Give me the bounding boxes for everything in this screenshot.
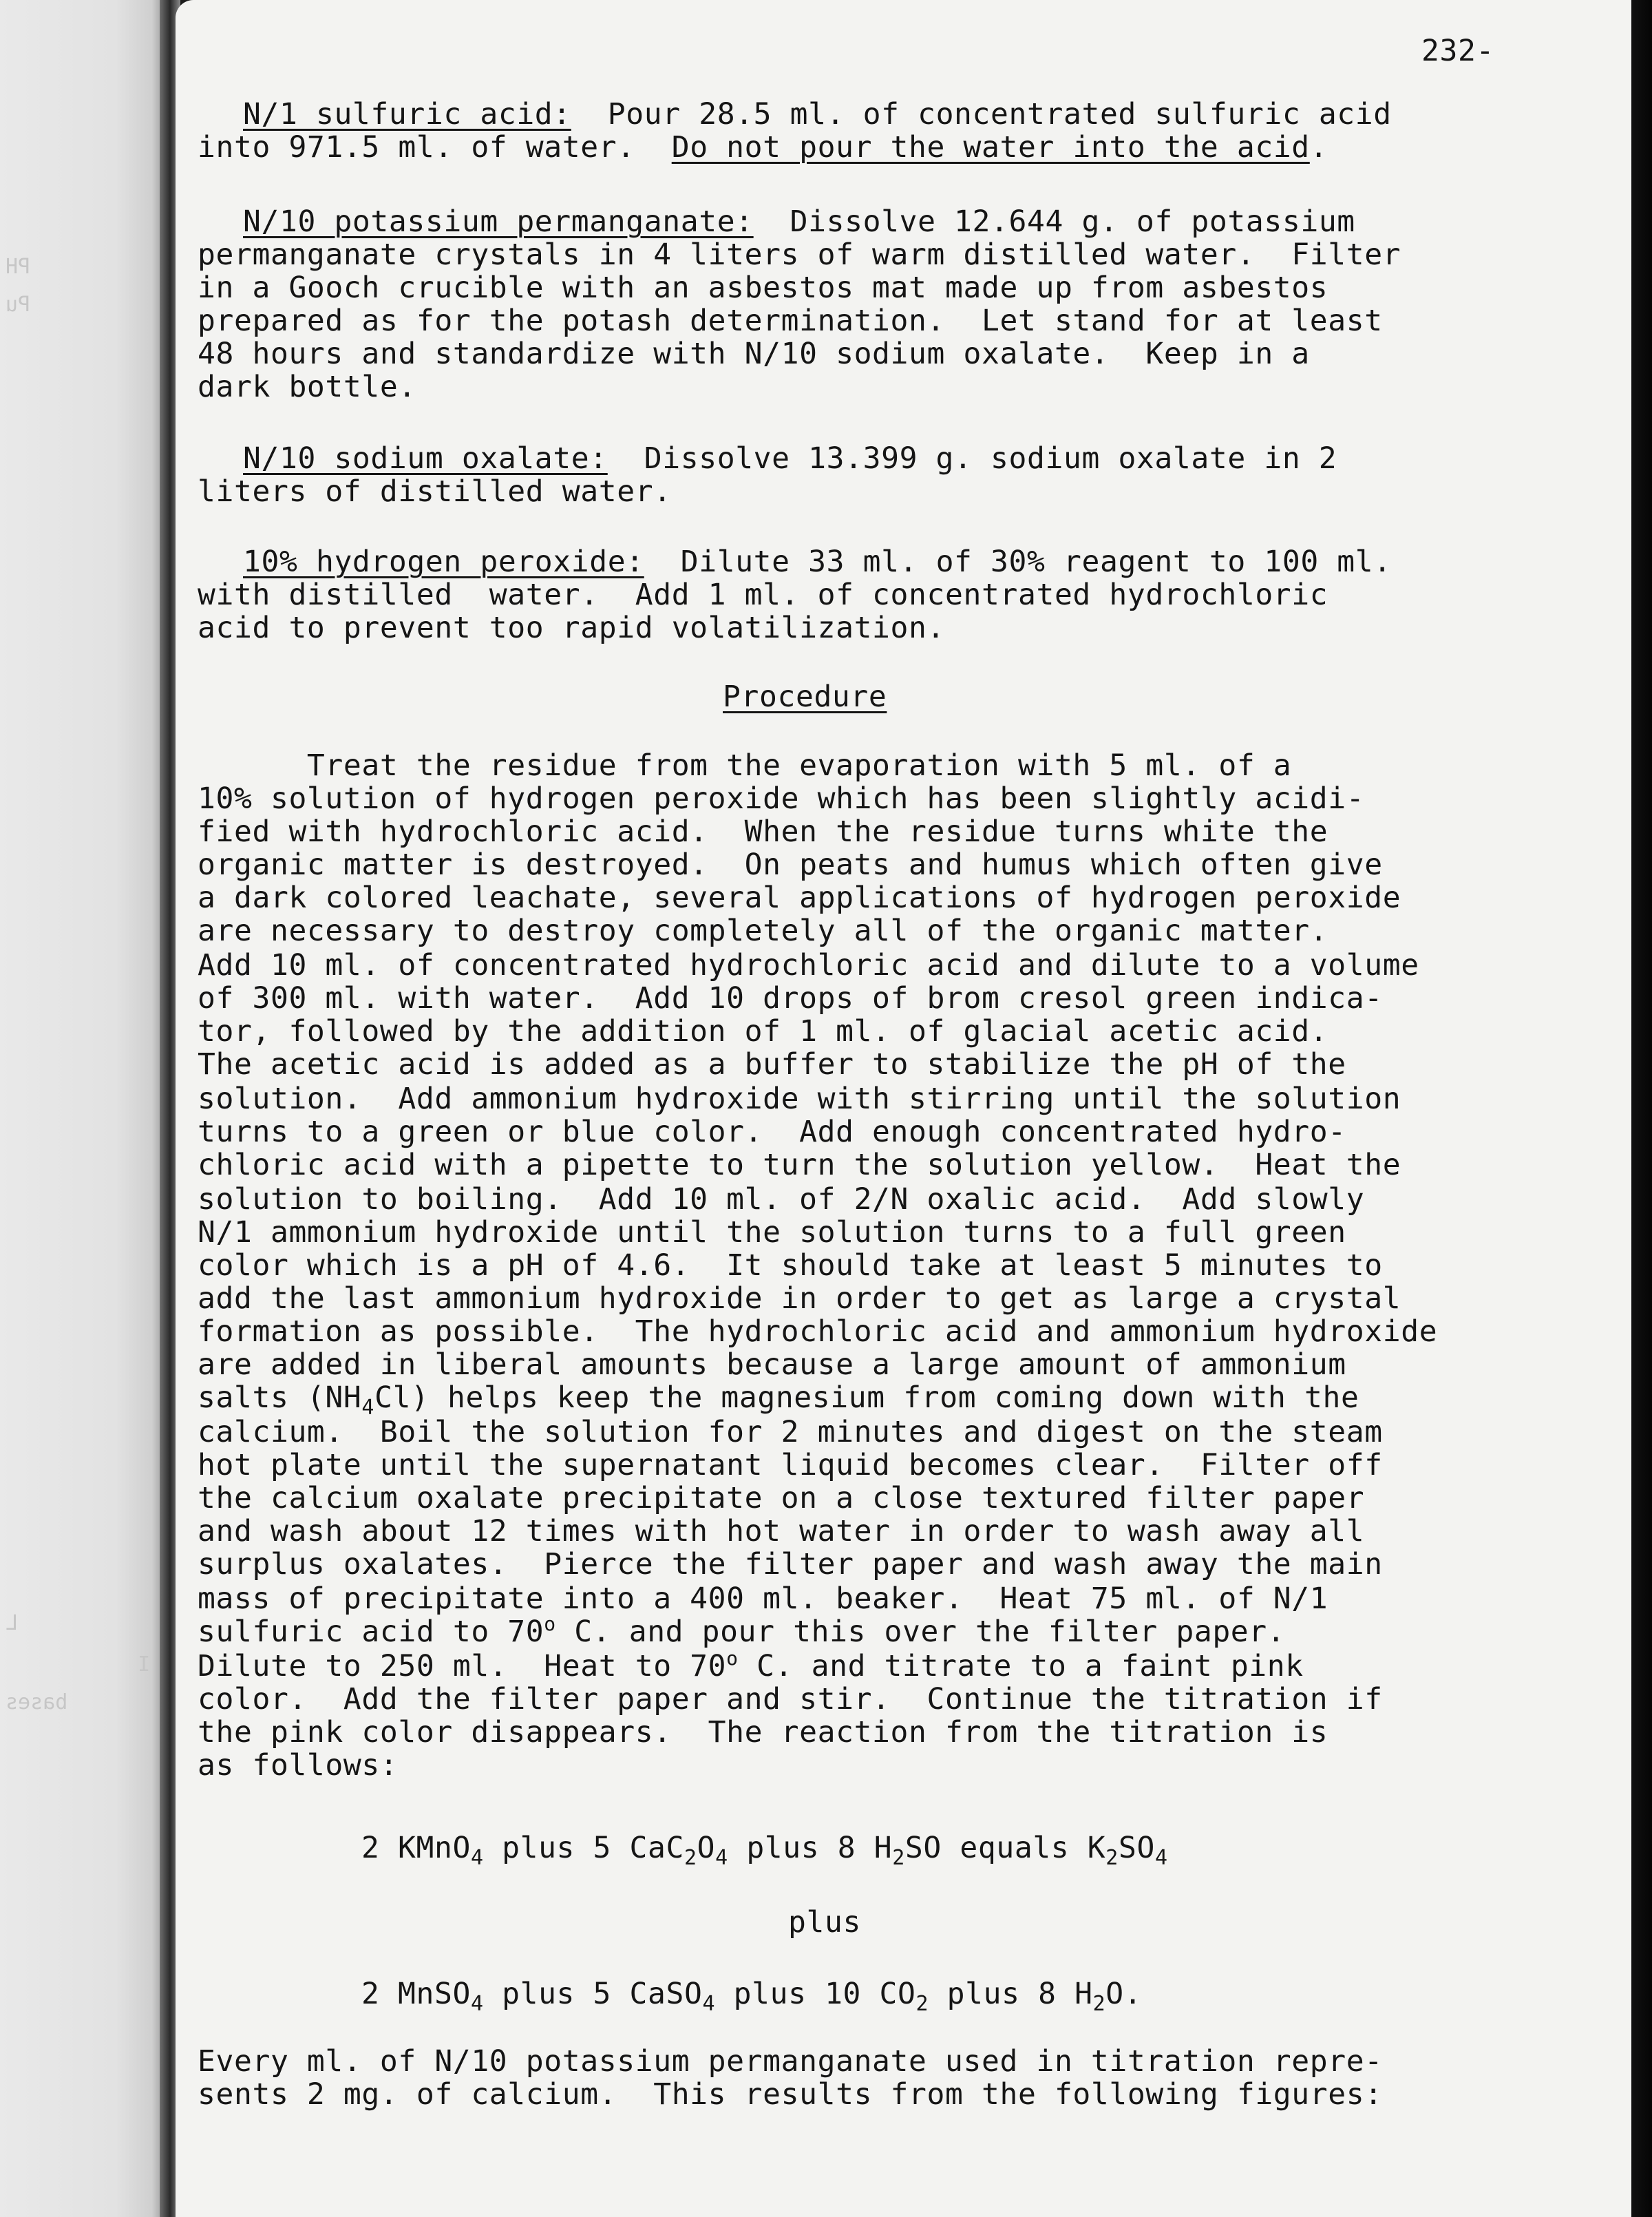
subscript: 4 [470,1992,484,2016]
procedure-line [198,1647,1304,1683]
reagent-text: Dissolve 13.399 g. sodium oxalate in 2 [644,441,1337,476]
procedure-text: C. and pour this over the filter paper. [555,1615,1286,1649]
reagent-text-line: acid to prevent too rapid volatilization. [198,611,946,645]
procedure-line: a dark colored leachate, several applications of hydrogen peroxide [198,881,1401,915]
procedure-line: the pink color disappears. The reaction from the titration is [198,1715,1328,1750]
reagent-sulfuric-acid [243,98,1392,131]
procedure-line: color which is a pH of 4.6. It should take at least 5 minutes to [198,1248,1383,1283]
eq-part: O. [1105,1977,1143,2011]
procedure-line: Add 10 ml. of concentrated hydrochloric acid and dilute to a volume [198,948,1419,983]
subscript: 2 [1092,1992,1106,2016]
mirror-text: PH [6,255,31,279]
reagent-term: N/10 potassium permanganate: [243,204,754,239]
reagent-text: Dissolve 12.644 g. of potassium [790,204,1355,239]
subscript: 2 [915,1992,929,2016]
reagent-text-line: with distilled water. Add 1 ml. of concentrated hydrochloric [198,578,1328,612]
eq-part: plus 8 H [728,1831,893,1865]
procedure-line: The acetic acid is added as a buffer to stabilize the pH of the [198,1047,1346,1082]
eq-part: SO equals K [904,1831,1106,1865]
subscript: 2 [1105,1846,1119,1870]
procedure-line [198,1380,1359,1420]
procedure-line: N/1 ammonium hydroxide until the solution turns to a full green [198,1215,1346,1250]
procedure-text: salts (NH [198,1380,362,1415]
adjacent-page-edge [0,0,165,2217]
mirror-text: Pu [6,293,31,317]
reagent-text-line: 48 hours and standardize with N/10 sodium oxalate. Keep in a [198,337,1310,371]
procedure-line: Treat the residue from the evaporation with 5 ml. of a [198,748,1292,783]
reagent-text-line: liters of distilled water. [198,474,672,509]
eq-part: plus 8 H [929,1977,1093,2011]
degree-sign: o [544,1612,556,1635]
reagent-text-line: dark bottle. [198,370,416,404]
reagent-text-line [198,131,1328,164]
procedure-line: are necessary to destroy completely all of the organic matter. [198,914,1328,948]
procedure-line: are added in liberal amounts because a large amount of ammonium [198,1347,1346,1382]
reagent-term: N/10 sodium oxalate: [243,441,608,476]
reagent-text: Dilute 33 ml. of 30% reagent to 100 ml. [680,545,1392,579]
equation-line-2 [361,1977,1143,2016]
procedure-line: 10% solution of hydrogen peroxide which has been slightly acidi- [198,781,1365,816]
page-number: 232- [1421,34,1494,68]
section-heading: Procedure [723,680,887,714]
reagent-text-line: permanganate crystals in 4 liters of warm distilled water. Filter [198,238,1401,272]
procedure-line: tor, followed by the addition of 1 ml. of glacial acetic acid. [198,1014,1328,1049]
procedure-line: of 300 ml. with water. Add 10 drops of brom cresol green indica- [198,981,1383,1016]
eq-part: plus 10 CO [715,1977,916,2011]
procedure-text: sulfuric acid to 70 [198,1615,544,1649]
procedure-line [198,1612,1286,1649]
reagent-text-line: prepared as for the potash determination. Let stand for at least [198,304,1383,338]
procedure-line: formation as possible. The hydrochloric acid and ammonium hydroxide [198,1314,1438,1349]
procedure-line: surplus oxalates. Pierce the filter paper and wash away the main [198,1547,1383,1582]
subscript: 2 [684,1846,697,1870]
reagent-term: N/1 sulfuric acid: [243,97,571,132]
reagent-text: Pour 28.5 ml. of concentrated sulfuric acid [607,97,1392,132]
eq-part: plus 5 CaSO [483,1977,703,2011]
procedure-line: organic matter is destroyed. On peats and humus which often give [198,848,1383,882]
closing-line: sents 2 mg. of calcium. This results from the following figures: [198,2077,1383,2112]
subscript: 2 [892,1846,905,1870]
warning-text: Do not pour the water into the acid [671,130,1310,165]
procedure-line: the calcium oxalate precipitate on a close textured filter paper [198,1481,1365,1515]
reagent-hydrogen-peroxide [243,545,1392,578]
eq-part: 2 MnSO [361,1977,471,2011]
procedure-text: Dilute to 250 ml. Heat to 70 [198,1649,727,1683]
equation-line-1 [361,1831,1168,1870]
mirror-text: bases [6,1690,68,1714]
reagent-text: . [1309,130,1328,165]
reagent-text-line: in a Gooch crucible with an asbestos mat made up from asbestos [198,271,1328,305]
procedure-text: C. and titrate to a faint pink [738,1649,1304,1683]
procedure-line: turns to a green or blue color. Add enough concentrated hydro- [198,1115,1346,1149]
eq-part: O [697,1831,716,1865]
procedure-line: solution. Add ammonium hydroxide with stirring until the solution [198,1082,1401,1116]
document-page [176,0,1631,2217]
mirror-text: L [6,1611,19,1635]
reagent-permanganate [243,205,1355,238]
procedure-line: as follows: [198,1748,399,1783]
procedure-line: fied with hydrochloric acid. When the residue turns white the [198,815,1328,849]
procedure-text: Cl) helps keep the magnesium from coming down with the [374,1380,1359,1415]
reagent-term: 10% hydrogen peroxide: [243,545,644,579]
procedure-line: mass of precipitate into a 400 ml. beaker. Heat 75 ml. of N/1 [198,1582,1328,1616]
procedure-line: color. Add the filter paper and stir. Continue the titration if [198,1682,1383,1716]
book-binding-edge [1631,0,1652,2217]
eq-part: plus 5 CaC [483,1831,684,1865]
reagent-sodium-oxalate [243,442,1337,475]
procedure-line: solution to boiling. Add 10 ml. of 2/N oxalic acid. Add slowly [198,1182,1365,1217]
closing-line: Every ml. of N/10 potassium permanganate used in titration repre- [198,2044,1383,2079]
degree-sign: o [726,1647,739,1670]
equation-plus: plus [788,1905,861,1940]
eq-part: 2 KMnO [361,1831,471,1865]
procedure-line: calcium. Boil the solution for 2 minutes and digest on the steam [198,1415,1383,1449]
subscript: 4 [1154,1846,1168,1870]
procedure-line: and wash about 12 times with hot water in order to wash away all [198,1514,1365,1548]
procedure-line: chloric acid with a pipette to turn the solution yellow. Heat the [198,1148,1401,1182]
reagent-text: into 971.5 ml. of water. [198,130,635,165]
eq-part: SO [1118,1831,1155,1865]
subscript: 4 [361,1396,375,1420]
subscript: 4 [715,1846,728,1870]
subscript: 4 [470,1846,484,1870]
procedure-line: add the last ammonium hydroxide in order to get as large a crystal [198,1281,1401,1316]
mirror-text: I [138,1652,151,1677]
procedure-line: hot plate until the supernatant liquid becomes clear. Filter off [198,1448,1383,1482]
subscript: 4 [702,1992,716,2016]
